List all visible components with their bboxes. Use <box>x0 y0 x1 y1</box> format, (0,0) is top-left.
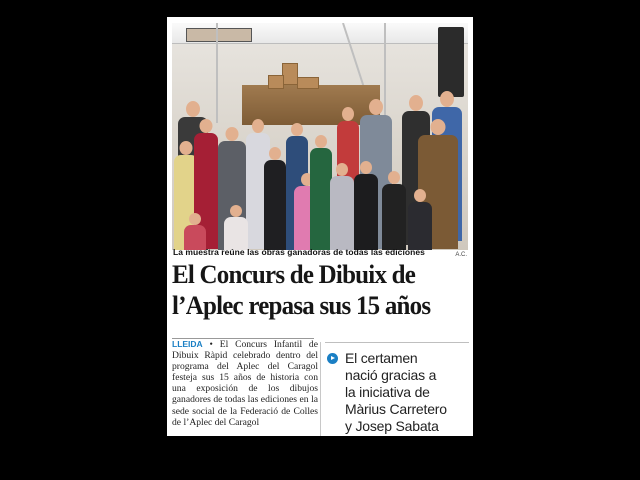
pull-quote-line: y Josep Sabata <box>345 418 439 434</box>
photo-credit: A.C. <box>455 252 467 258</box>
pull-quote-line: nació gracias a <box>345 367 437 383</box>
play-arrow-icon <box>327 353 338 364</box>
speaker <box>438 27 464 97</box>
hanging-lights <box>186 28 252 42</box>
divider <box>325 342 469 343</box>
headline-line-2: l’Aplec repasa sus 15 años <box>172 291 431 320</box>
group-photo <box>172 23 468 250</box>
pull-quote-line: El certamen <box>345 350 418 366</box>
newspaper-clipping <box>167 17 473 436</box>
pull-quote <box>345 350 471 435</box>
dateline: LLEIDA <box>172 339 203 349</box>
headline <box>172 259 460 321</box>
article-body: LLEIDA • El Concurs Infantil de Dibuix Ràpid celebrado dentro del programa del Aplec del Caragol festeja sus 15 años de historia con una exposición de los dibujos ganadores de todas las ediciones en la sede social de la Federació de Colles de l’Aplec del Caragol <box>172 339 318 428</box>
headline-line-1: El Concurs de Dibuix de <box>172 260 416 289</box>
photo-caption: La muestra reúne las obras ganadoras de todas las ediciones <box>173 247 425 257</box>
pull-quote-line: la iniciativa de <box>345 384 430 400</box>
pull-quote-line: Màrius Carretero <box>345 401 447 417</box>
body-text: El Concurs Infantil de Dibuix Ràpid celebrado dentro del programa del Aplec del Caragol festeja sus 15 años de historia con una exposición de los dibujos ganadores de todas las ediciones en la sede social de la Federació de Colles de l’Aplec del Caragol <box>172 339 318 428</box>
column-divider <box>320 342 321 436</box>
